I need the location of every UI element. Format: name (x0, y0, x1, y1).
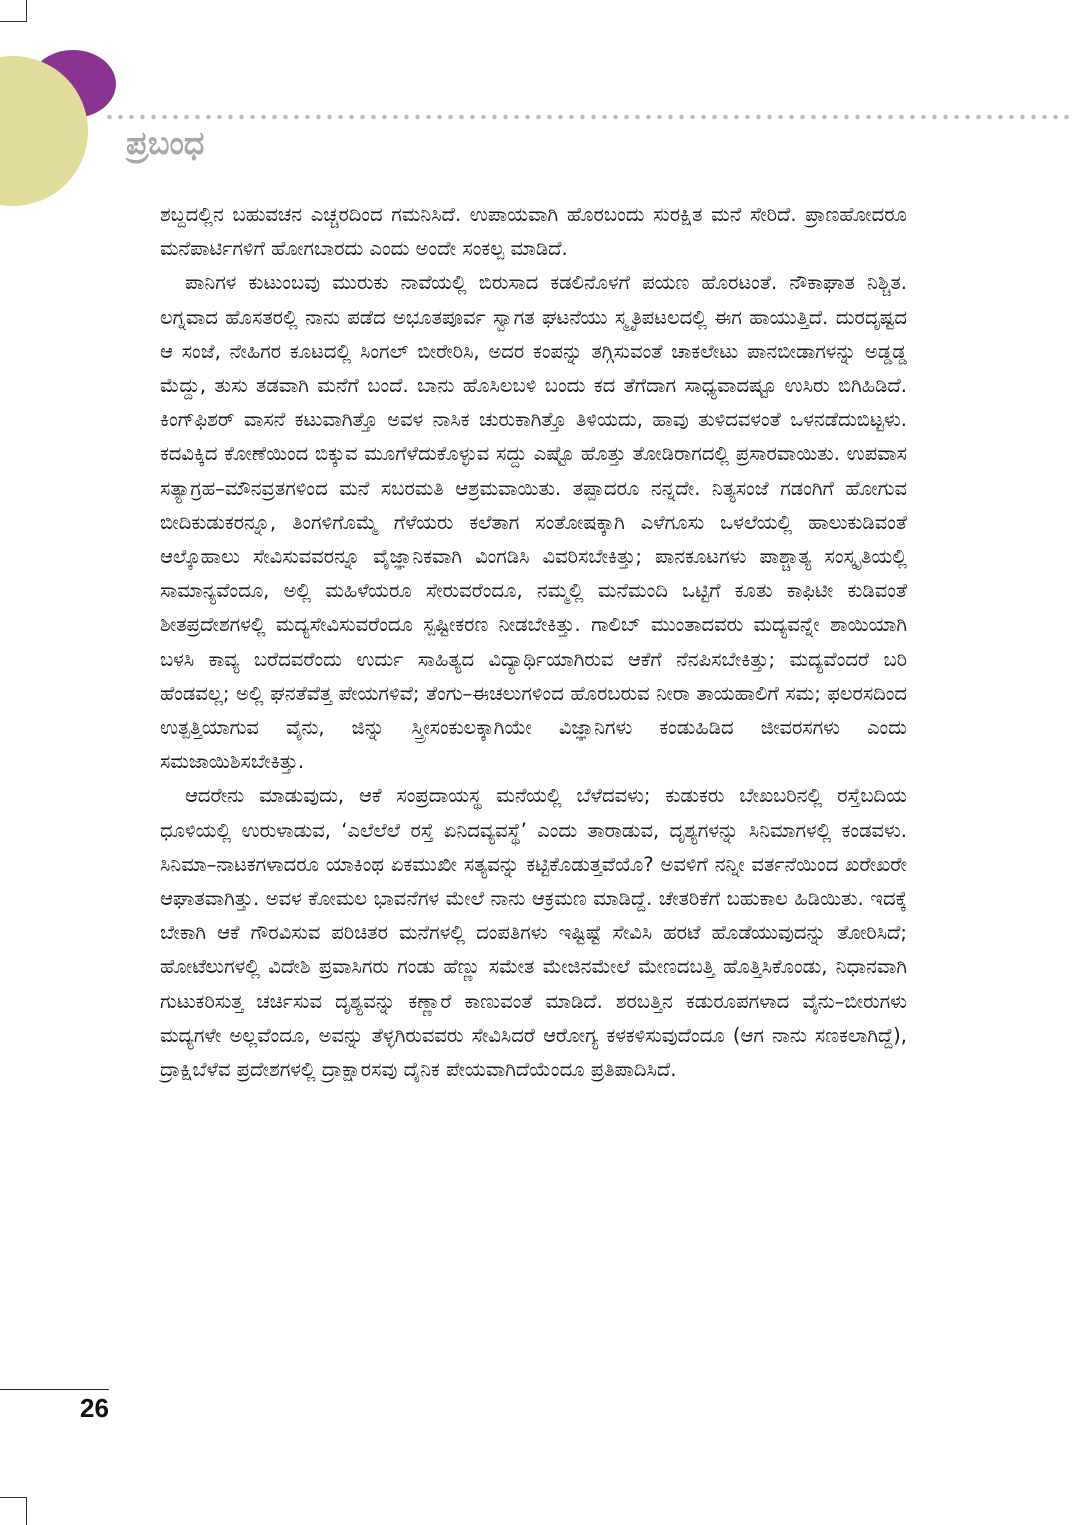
page-number-rule (0, 1389, 109, 1390)
paragraph-1: ಶಬ್ದದಲ್ಲಿನ ಬಹುವಚನ ಎಚ್ಚರದಿಂದ ಗಮನಿಸಿದೆ. ಉಪಾಯವಾಗಿ ಹೊರಬಂದು ಸುರಕ್ಷಿತ ಮನೆ ಸೇರಿದೆ. ಪ್ರಾಣಹೋದರೂ ಮನೆಪಾರ್ಟಿಗಳಿಗೆ ಹೋಗಬಾರದು ಎಂದು ಅಂದೇ ಸಂಕಲ್ಪ ಮಾಡಿದೆ. (160, 203, 907, 261)
dotted-rule (104, 113, 1072, 121)
crop-mark-bottom-left-vertical (26, 1497, 27, 1525)
page-number: 26 (80, 1393, 109, 1423)
paragraph-3: ಆದರೇನು ಮಾಡುವುದು, ಆಕೆ ಸಂಪ್ರದಾಯಸ್ಥ ಮನೆಯಲ್ಲಿ ಬೆಳೆದವಳು; ಕುಡುಕರು ಬೇಖಬರಿನಲ್ಲಿ ರಸ್ತೆಬದಿಯ ಧೂಳಿಯಲ್ಲಿ ಉರುಳಾಡುವ, ‘ಎಲೆಲೆಲೆ ರಸ್ತೆ ಏನಿದವ್ಯವಸ್ಥೆ’ ಎಂದು ತಾರಾಡುವ, ದೃಶ್ಯಗಳನ್ನು ಸಿನಿಮಾಗಳಲ್ಲಿ ಕಂಡವಳು. ಸಿನಿಮಾ–ನಾಟಕಗಳಾದರೂ ಯಾಕಿಂಥ ಏಕಮುಖೀ ಸತ್ಯವನ್ನು ಕಟ್ಟಿಕೊಡುತ್ತವೆಯೊ? ಅವಳಿಗೆ ನನ್ನೀ ವರ್ತನೆಯಿಂದ ಖರೇಖರೇ ಆಘಾತವಾಗಿತ್ತು. ಅವಳ ಕೋಮಲ ಭಾವನೆಗಳ ಮೇಲೆ ನಾನು ಆಕ್ರಮಣ ಮಾಡಿದ್ದೆ. ಚೇತರಿಕೆಗೆ ಬಹುಕಾಲ ಹಿಡಿಯಿತು. ಇದಕ್ಕೆ ಬೇಕಾಗಿ ಆಕೆ ಗೌರವಿಸುವ ಪರಿಚಿತರ ಮನೆಗಳಲ್ಲಿ ದಂಪತಿಗಳು ಇಷ್ಟಿಷ್ಟೆ ಸೇವಿಸಿ ಹರಟೆ ಹೊಡೆಯುವುದನ್ನು ತೋರಿಸಿದೆ; ಹೋಟೆಲುಗಳಲ್ಲಿ ವಿದೇಶಿ ಪ್ರವಾಸಿಗರು ಗಂಡು ಹೆಣ್ಣು ಸಮೇತ ಮೇಜಿನಮೇಲೆ ಮೇಣದಬತ್ತಿ ಹೊತ್ತಿಸಿಕೊಂಡು, ನಿಧಾನವಾಗಿ ಗುಟುಕರಿಸುತ್ತ ಚರ್ಚಿಸುವ ದೃಶ್ಯವನ್ನು ಕಣ್ಣಾರೆ ಕಾಣುವಂತೆ ಮಾಡಿದೆ. ಶರಬತ್ತಿನ ಕಡುರೂಪಗಳಾದ ವೈನು–ಬೀರುಗಳು ಮದ್ಯಗಳೇ ಅಲ್ಲವೆಂದೂ, ಅವನ್ನು ತೆಳ್ಳಗಿರುವವರು ಸೇವಿಸಿದರೆ ಆರೋಗ್ಯ ಕಳಕಳಿಸುವುದೆಂದೂ (ಆಗ ನಾನು ಸಣಕಲಾಗಿದ್ದೆ), ದ್ರಾಕ್ಷಿಬೆಳೆವ ಪ್ರದೇಶಗಳಲ್ಲಿ ದ್ರಾಕ್ಷಾರಸವು ದೈನಿಕ ಪೇಯವಾಗಿದೆಯೆಂದೂ ಪ್ರತಿಪಾದಿಸಿದೆ. (160, 784, 907, 1082)
crop-mark-top-left-vertical (26, 0, 27, 22)
crop-mark-bottom-left-horizontal (0, 1497, 27, 1498)
paragraph-2: ಪಾನಿಗಳ ಕುಟುಂಬವು ಮುರುಕು ನಾವೆಯಲ್ಲಿ ಬಿರುಸಾದ ಕಡಲಿನೊಳಗೆ ಪಯಣ ಹೊರಟಂತೆ. ನೌಕಾಘಾತ ನಿಶ್ಚಿತ. ಲಗ್ನವಾದ ಹೊಸತರಲ್ಲಿ ನಾನು ಪಡೆದ ಅಭೂತಪೂರ್ವ ಸ್ವಾಗತ ಘಟನೆಯು ಸ್ಮೃತಿಪಟಲದಲ್ಲಿ ಈಗ ಹಾಯುತ್ತಿದೆ. ದುರದೃಷ್ಟದ ಆ ಸಂಜೆ, ನೇಹಿಗರ ಕೂಟದಲ್ಲಿ ಸಿಂಗಲ್ ಬೀರೇರಿಸಿ, ಅದರ ಕಂಪನ್ನು ತಗ್ಗಿಸುವಂತೆ ಚಾಕಲೇಟು ಪಾನಬೀಡಾಗಳನ್ನು ಅಡ್ಡಡ್ಡ ಮೆದ್ದು, ತುಸು ತಡವಾಗಿ ಮನೆಗೆ ಬಂದೆ. ಬಾನು ಹೊಸಿಲಬಳಿ ಬಂದು ಕದ ತೆಗೆದಾಗ ಸಾಧ್ಯವಾದಷ್ಟೂ ಉಸಿರು ಬಿಗಿಹಿಡಿದೆ. ಕಿಂಗ್‌ಫಿಶರ್ ವಾಸನೆ ಕಟುವಾಗಿತ್ತೊ ಅವಳ ನಾಸಿಕ ಚುರುಕಾಗಿತ್ತೊ ತಿಳಿಯದು, ಹಾವು ತುಳಿದವಳಂತೆ ಒಳನಡೆದುಬಿಟ್ಟಳು. ಕದವಿಕ್ಕಿದ ಕೋಣೆಯಿಂದ ಬಿಕ್ಕುವ ಮೂಗೆಳೆದುಕೊಳ್ಳುವ ಸದ್ದು ಎಷ್ಟೊ ಹೊತ್ತು ತೋಡಿರಾಗದಲ್ಲಿ ಪ್ರಸಾರವಾಯಿತು. ಉಪವಾಸ ಸತ್ಯಾಗ್ರಹ–ಮೌನವ್ರತಗಳಿಂದ ಮನೆ ಸಬರಮತಿ ಆಶ್ರಮವಾಯಿತು. ತಪ್ಪಾದರೂ ನನ್ನದೇ. ನಿತ್ಯಸಂಜೆ ಗಡಂಗಿಗೆ ಹೋಗುವ ಬೀದಿಕುಡುಕರನ್ನೂ, ತಿಂಗಳಿಗೊಮ್ಮೆ ಗೆಳೆಯರು ಕಲೆತಾಗ ಸಂತೋಷಕ್ಕಾಗಿ ಎಳೆಗೂಸು ಒಳಲೆಯಲ್ಲಿ ಹಾಲುಕುಡಿವಂತೆ ಆಲ್ಕೊಹಾಲು ಸೇವಿಸುವವರನ್ನೂ ವೈಜ್ಞಾನಿಕವಾಗಿ ವಿಂಗಡಿಸಿ ವಿವರಿಸಬೇಕಿತ್ತು; ಪಾನಕೂಟಗಳು ಪಾಶ್ಚಾತ್ಯ ಸಂಸ್ಕೃತಿಯಲ್ಲಿ ಸಾಮಾನ್ಯವೆಂದೂ, ಅಲ್ಲಿ ಮಹಿಳೆಯರೂ ಸೇರುವರೆಂದೂ, ನಮ್ಮಲ್ಲಿ ಮನೆಮಂದಿ ಒಟ್ಟಿಗೆ ಕೂತು ಕಾಫಿಟೀ ಕುಡಿವಂತೆ ಶೀತಪ್ರದೇಶಗಳಲ್ಲಿ ಮದ್ಯಸೇವಿಸುವರೆಂದೂ ಸ್ಪಷ್ಟೀಕರಣ ನೀಡಬೇಕಿತ್ತು. ಗಾಲಿಬ್ ಮುಂತಾದವರು ಮದ್ಯವನ್ನೇ ಶಾಯಿಯಾಗಿ ಬಳಸಿ ಕಾವ್ಯ ಬರೆದವರೆಂದು ಉರ್ದು ಸಾಹಿತ್ಯದ ವಿದ್ಯಾರ್ಥಿಯಾಗಿರುವ ಆಕೆಗೆ ನೆನಪಿಸಬೇಕಿತ್ತು; ಮದ್ಯವೆಂದರೆ ಬರಿ ಹೆಂಡವಲ್ಲ; ಅಲ್ಲಿ ಘನತೆವೆತ್ತ ಪೇಯಗಳಿವೆ; ತೆಂಗು–ಈಚಲುಗಳಿಂದ ಹೊರಬರುವ ನೀರಾ ತಾಯಹಾಲಿಗೆ ಸಮ; ಫಲರಸದಿಂದ ಉತ್ಪತ್ತಿಯಾಗುವ ವೈನು, ಜಿನ್ನು ಸ್ತ್ರೀಸಂಕುಲಕ್ಕಾಗಿಯೇ ವಿಜ್ಞಾನಿಗಳು ಕಂಡುಹಿಡಿದ ಜೀವರಸಗಳು ಎಂದು ಸಮಜಾಯಿಶಿಸಬೇಕಿತ್ತು. (160, 271, 907, 774)
crop-mark-top-left-horizontal (0, 21, 27, 22)
section-title: ಪ್ರಬಂಧ (126, 124, 205, 162)
article-body (160, 198, 907, 1087)
